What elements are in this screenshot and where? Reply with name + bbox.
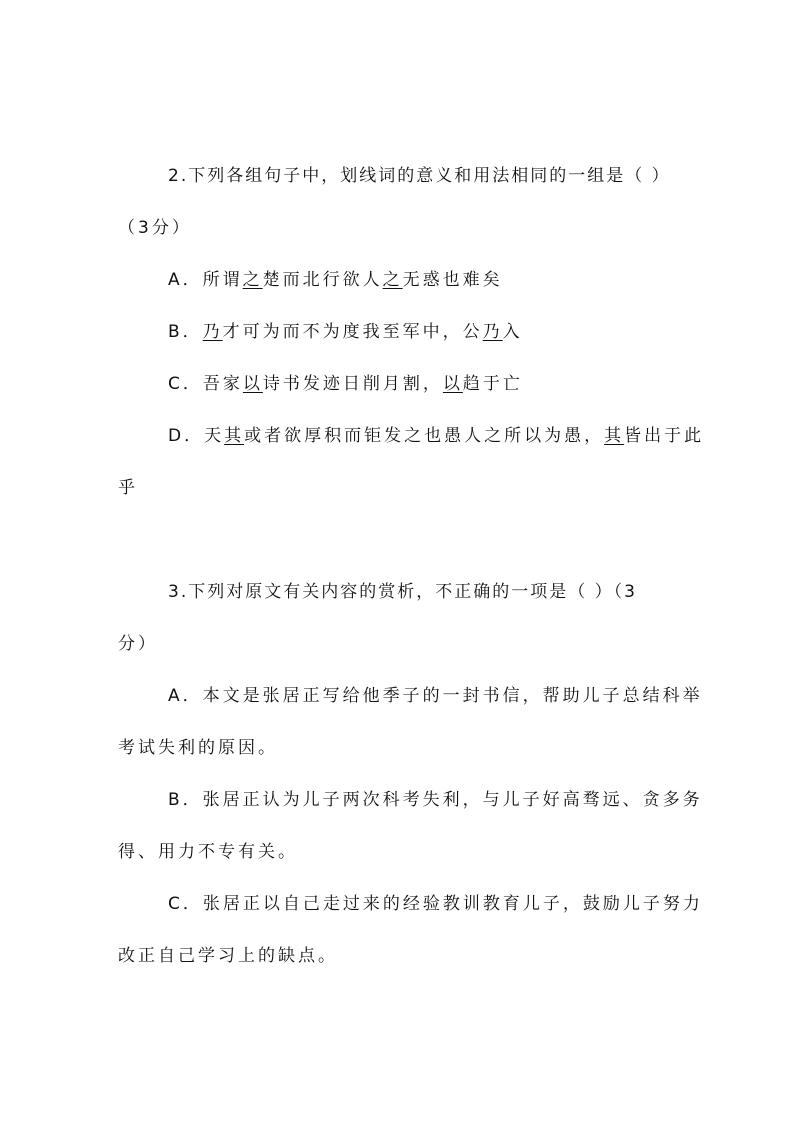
q3-option-a-line1: A．本文是张居正写给他季子的一封书信，帮助儿子总结科举: [168, 686, 703, 706]
underlined-word: 之: [242, 270, 263, 290]
q3-stem-line1: 3.下列对原文有关内容的赏析，不正确的一项是（ ）（3: [168, 582, 637, 602]
underlined-word: 之: [382, 270, 403, 290]
q2-stem-line1: 2.下列各组句子中，划线词的意义和用法相同的一组是（ ）: [168, 166, 671, 186]
option-text: D．天: [168, 426, 225, 446]
option-text: 才可为而不为度我至军中，公: [222, 322, 483, 342]
option-text: 无惑也难矣: [402, 270, 503, 290]
option-text: 趋于亡: [462, 374, 523, 394]
option-text: 皆出于此: [624, 426, 705, 446]
q2-option-a: [168, 270, 503, 290]
q2-option-d: [168, 426, 704, 446]
option-text: 楚而北行欲人: [262, 270, 383, 290]
underlined-word: 以: [442, 374, 463, 394]
option-text: 或者欲厚积而钜发之也愚人之所以为愚，: [244, 426, 605, 446]
option-text: C．吾家: [168, 374, 243, 394]
q3-stem-line2: 分）: [118, 634, 158, 654]
q2-option-d-line2: 乎: [118, 478, 138, 498]
option-text: 入: [502, 322, 523, 342]
q3-option-c-line2: 改正自己学习上的缺点。: [118, 946, 338, 966]
underlined-word: 其: [224, 426, 245, 446]
option-text: B．: [168, 322, 203, 342]
q2-option-b: [168, 322, 523, 342]
q3-option-b-line1: B．张居正认为儿子两次科考失利，与儿子好高骛远、贪多务: [168, 790, 703, 810]
q3-option-c-line1: C．张居正以自己走过来的经验教训教育儿子，鼓励儿子努力: [168, 894, 703, 914]
q3-option-b-line2: 得、用力不专有关。: [118, 842, 298, 862]
underlined-word: 乃: [202, 322, 223, 342]
underlined-word: 以: [242, 374, 263, 394]
underlined-word: 其: [604, 426, 625, 446]
q3-option-a-line2: 考试失利的原因。: [118, 738, 278, 758]
option-text: 诗书发迹日削月割，: [262, 374, 443, 394]
q2-option-c: [168, 374, 523, 394]
q2-stem-line2: （3分）: [118, 218, 192, 238]
underlined-word: 乃: [482, 322, 503, 342]
option-text: A．所谓: [168, 270, 243, 290]
